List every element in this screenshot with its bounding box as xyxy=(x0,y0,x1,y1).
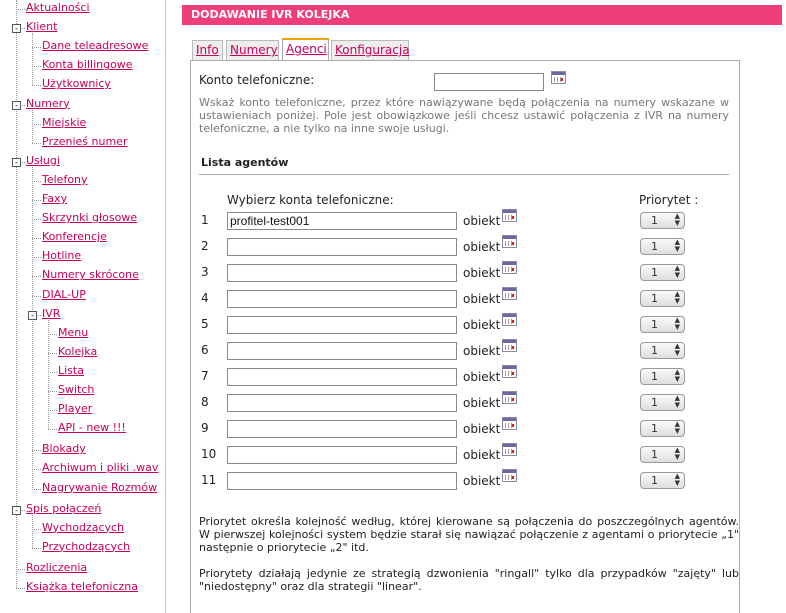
priority-select[interactable] xyxy=(640,316,685,333)
row-number: 5 xyxy=(201,317,209,331)
tree-guide-line xyxy=(32,515,33,548)
calendar-icon[interactable] xyxy=(502,209,517,222)
row-number: 11 xyxy=(201,473,217,487)
minus-icon[interactable]: - xyxy=(12,24,21,33)
tree-connector xyxy=(32,200,41,201)
priority-value: 1 xyxy=(651,266,658,279)
sidebar-item-label[interactable]: Faxy xyxy=(42,192,68,205)
sidebar-item[interactable] xyxy=(42,539,130,555)
up-down-arrows-icon: ▲ ▼ xyxy=(674,290,680,305)
calendar-icon[interactable] xyxy=(502,261,517,274)
priority-value: 1 xyxy=(651,214,658,227)
sidebar-item[interactable] xyxy=(42,520,124,536)
tree-connector xyxy=(32,257,41,258)
tree-connector xyxy=(16,9,25,10)
tree-connector xyxy=(32,143,41,144)
sidebar-item[interactable] xyxy=(58,382,94,398)
strategy-note: Priorytety działają jedynie ze strategią dzwonienia "ringall" tylko dla przypadków "zajęty" lub "niedostępny" oraz dla strategii "linear". xyxy=(199,567,739,593)
accounts-column-header: Wybierz konta telefoniczne: xyxy=(227,193,394,207)
object-label: obiekt xyxy=(463,292,501,306)
tree-connector xyxy=(32,276,41,277)
sidebar-item[interactable] xyxy=(42,191,67,207)
row-number: 7 xyxy=(201,369,209,383)
priority-select[interactable] xyxy=(640,238,685,255)
up-down-arrows-icon: ▲ ▼ xyxy=(674,394,680,409)
sidebar-item[interactable] xyxy=(26,19,57,35)
sidebar-item[interactable] xyxy=(42,460,158,476)
sidebar-item-label[interactable]: DIAL-UP xyxy=(42,287,86,301)
agent-account-input[interactable] xyxy=(227,368,457,386)
sidebar-item-label[interactable]: Konferencje xyxy=(42,230,107,244)
tree-connector xyxy=(32,450,41,451)
tree-guide-line xyxy=(32,167,33,489)
priority-value: 1 xyxy=(651,292,658,305)
up-down-arrows-icon: ▲ ▼ xyxy=(674,212,680,227)
up-down-arrows-icon: ▲ ▼ xyxy=(674,264,680,279)
priority-value: 1 xyxy=(651,448,658,461)
sidebar-item[interactable] xyxy=(58,344,97,360)
tree-connector xyxy=(32,181,41,182)
up-down-arrows-icon: ▲ ▼ xyxy=(674,472,680,487)
sidebar-item[interactable] xyxy=(42,57,133,73)
tab-agenci-label: Agenci xyxy=(286,42,327,56)
tab-numery-label: Numery xyxy=(230,43,278,57)
up-down-arrows-icon: ▲ ▼ xyxy=(674,446,680,461)
tab-konfiguracja-label: Konfiguracja xyxy=(335,43,410,57)
tree-connector xyxy=(32,66,41,67)
account-input[interactable] xyxy=(434,73,544,91)
agent-account-input[interactable] xyxy=(227,290,457,308)
account-help: Wskaż konto telefoniczne, przez które nawiązywane będą połączenia na numery wskazane w ustawieniach poniżej. Pole jest obowiązkowe jeśli chcesz ustawić połączenia z IVR na numery telefoniczne, a nie tylko na inne swoje usługi. xyxy=(199,96,729,135)
row-number: 1 xyxy=(201,213,209,227)
priority-select[interactable] xyxy=(640,212,685,229)
priority-value: 1 xyxy=(651,422,658,435)
sidebar-item-label[interactable]: Skrzynki głosowe xyxy=(42,211,138,225)
agent-account-input[interactable] xyxy=(227,238,457,256)
agent-account-input[interactable] xyxy=(227,316,457,334)
calendar-icon[interactable] xyxy=(502,235,517,248)
sidebar-item[interactable] xyxy=(42,38,148,54)
object-label: obiekt xyxy=(463,396,501,410)
sidebar-item[interactable] xyxy=(26,579,138,595)
sidebar-item-label[interactable]: API - new !!! xyxy=(58,421,126,435)
sidebar-item[interactable] xyxy=(58,363,84,379)
row-number: 9 xyxy=(201,421,209,435)
calendar-icon[interactable] xyxy=(502,469,517,482)
tree-connector xyxy=(32,238,41,239)
sidebar-item[interactable] xyxy=(42,441,86,457)
account-label: Konto telefoniczne: xyxy=(199,73,315,87)
sidebar-item[interactable] xyxy=(42,306,60,322)
sidebar-item[interactable] xyxy=(26,153,60,169)
priority-value: 1 xyxy=(651,474,658,487)
tree-connector xyxy=(48,429,57,430)
agent-account-input[interactable] xyxy=(227,420,457,438)
row-number: 6 xyxy=(201,343,209,357)
row-number: 10 xyxy=(201,447,217,461)
sidebar-item-label[interactable]: Rozliczenia xyxy=(26,560,88,574)
calendar-icon[interactable] xyxy=(502,287,517,300)
object-label: obiekt xyxy=(463,266,501,280)
tree-connector xyxy=(48,353,57,354)
sidebar-item-label[interactable]: Wychodzących xyxy=(42,520,125,534)
tree-connector xyxy=(32,219,41,220)
sidebar-item[interactable] xyxy=(58,325,88,341)
row-number: 3 xyxy=(201,265,209,279)
object-label: obiekt xyxy=(463,318,501,332)
tree-connector xyxy=(32,124,41,125)
tree-connector xyxy=(32,85,41,86)
sidebar-item-label[interactable]: Przychodzących xyxy=(42,539,131,553)
tab-numery[interactable] xyxy=(226,40,279,60)
tree-connector xyxy=(48,410,57,411)
tree-connector xyxy=(32,296,41,297)
sidebar-item[interactable] xyxy=(26,0,90,16)
sidebar-item-label[interactable]: Usługi xyxy=(26,153,60,167)
sidebar-item[interactable] xyxy=(58,401,92,417)
tree-connector xyxy=(32,47,41,48)
sidebar-item-label[interactable]: Klient xyxy=(26,20,58,34)
priority-select[interactable] xyxy=(640,264,685,281)
calendar-icon[interactable] xyxy=(551,71,566,84)
calendar-icon[interactable] xyxy=(502,417,517,430)
sidebar-item[interactable] xyxy=(42,267,139,283)
sidebar-item-label[interactable]: Archiwum i pliki .wav xyxy=(42,461,159,475)
tree-connector xyxy=(32,469,41,470)
sidebar-item-label[interactable]: Hotline xyxy=(42,249,82,263)
agent-account-input[interactable] xyxy=(227,472,457,490)
priority-value: 1 xyxy=(651,396,658,409)
sidebar-nav xyxy=(0,0,166,613)
row-number: 2 xyxy=(201,239,209,253)
agent-account-input[interactable] xyxy=(227,394,457,412)
priority-select[interactable] xyxy=(640,472,685,489)
priority-value: 1 xyxy=(651,344,658,357)
sidebar-item-label[interactable]: Telefony xyxy=(42,172,88,186)
section-divider xyxy=(199,174,729,175)
up-down-arrows-icon: ▲ ▼ xyxy=(674,420,680,435)
agent-account-input[interactable] xyxy=(227,342,457,360)
sidebar-item-label[interactable]: Kolejka xyxy=(58,344,98,358)
priority-value: 1 xyxy=(651,240,658,253)
sidebar-item-label[interactable]: IVR xyxy=(42,306,61,320)
calendar-icon[interactable] xyxy=(502,313,517,326)
agent-account-input[interactable] xyxy=(227,264,457,282)
sidebar-item-label[interactable]: Nagrywanie Rozmów xyxy=(42,480,158,494)
sidebar-item[interactable] xyxy=(42,210,137,226)
object-label: obiekt xyxy=(463,474,501,488)
sidebar-item-label[interactable]: Blokady xyxy=(42,442,86,456)
sidebar-item-label[interactable]: Lista xyxy=(58,363,84,377)
calendar-icon[interactable] xyxy=(502,365,517,378)
tree-connector xyxy=(48,391,57,392)
tab-info-label: Info xyxy=(196,43,219,57)
sidebar-item-label[interactable]: Numery skrócone xyxy=(42,268,139,282)
minus-icon[interactable]: - xyxy=(12,506,21,515)
tree-connector xyxy=(32,548,41,549)
sidebar-item-label[interactable]: Miejskie xyxy=(42,115,87,129)
priority-select[interactable] xyxy=(640,368,685,385)
priority-select[interactable] xyxy=(640,420,685,437)
up-down-arrows-icon: ▲ ▼ xyxy=(674,368,680,383)
minus-icon[interactable]: - xyxy=(12,101,21,110)
calendar-icon[interactable] xyxy=(502,391,517,404)
priority-select[interactable] xyxy=(640,446,685,463)
tree-guide-line xyxy=(48,320,49,430)
object-label: obiekt xyxy=(463,422,501,436)
tree-connector xyxy=(32,489,41,490)
sidebar-item[interactable] xyxy=(42,115,86,131)
sidebar-item[interactable] xyxy=(26,560,87,576)
sidebar-item-label[interactable]: Menu xyxy=(58,325,89,339)
sidebar-item[interactable] xyxy=(42,287,86,303)
agent-account-input[interactable]: profitel-test001 xyxy=(227,212,457,230)
tree-guide-line xyxy=(32,33,33,85)
object-label: obiekt xyxy=(463,448,501,462)
sidebar-item-label[interactable]: Player xyxy=(58,402,93,416)
sidebar-item-label[interactable]: Numery xyxy=(26,96,70,110)
sidebar-item[interactable] xyxy=(42,248,81,264)
priority-select[interactable] xyxy=(640,394,685,411)
up-down-arrows-icon: ▲ ▼ xyxy=(674,342,680,357)
priority-select[interactable] xyxy=(640,342,685,359)
minus-icon[interactable]: - xyxy=(12,158,21,167)
object-label: obiekt xyxy=(463,344,501,358)
tab-agenci[interactable] xyxy=(282,38,329,60)
tree-guide-line xyxy=(16,0,17,588)
sidebar-item-label[interactable]: Użytkownicy xyxy=(42,77,111,91)
sidebar-item[interactable] xyxy=(42,229,107,245)
tree-connector xyxy=(16,588,25,589)
sidebar-item-label[interactable]: Książka telefoniczna xyxy=(26,580,138,593)
sidebar-item-label[interactable]: Aktualności xyxy=(26,1,90,14)
sidebar-item-label[interactable]: Spis połączeń xyxy=(26,501,102,515)
priority-value: 1 xyxy=(651,318,658,331)
row-number: 4 xyxy=(201,291,209,305)
tree-connector xyxy=(48,334,57,335)
sidebar-item[interactable] xyxy=(42,134,127,150)
tree-connector xyxy=(48,372,57,373)
up-down-arrows-icon: ▲ ▼ xyxy=(674,238,680,253)
page-title: DODAWANIE IVR KOLEJKA xyxy=(182,5,782,25)
priority-column-header: Priorytet : xyxy=(639,193,699,207)
sidebar-item[interactable] xyxy=(42,480,157,496)
priority-value: 1 xyxy=(651,370,658,383)
sidebar-item-label[interactable]: Konta billingowe xyxy=(42,58,133,72)
sidebar-item[interactable] xyxy=(42,172,88,188)
tab-konfiguracja[interactable] xyxy=(331,40,409,60)
tree-guide-line xyxy=(32,110,33,143)
priority-note: Priorytet określa kolejność według, której kierowane są połączenia do poszczególnych agentów. W pierwszej kolejności system będzie starał się nawiązać połączenie z agentami o priorytecie „1" następnie o priorytecie „2" itd. xyxy=(199,515,739,554)
agents-panel xyxy=(190,60,740,613)
sidebar-item-label[interactable]: Dane teleadresowe xyxy=(42,39,149,53)
up-down-arrows-icon: ▲ ▼ xyxy=(674,316,680,331)
sidebar-item[interactable] xyxy=(42,76,111,92)
tree-connector xyxy=(16,569,25,570)
tab-info[interactable] xyxy=(192,40,223,60)
sidebar-item-label[interactable]: Switch xyxy=(58,383,95,396)
object-label: obiekt xyxy=(463,240,501,254)
sidebar-item[interactable] xyxy=(58,420,126,436)
calendar-icon[interactable] xyxy=(502,339,517,352)
sidebar-item-label[interactable]: Przenieś numer xyxy=(42,134,128,148)
sidebar-item[interactable] xyxy=(26,96,70,112)
agent-account-input[interactable] xyxy=(227,446,457,464)
calendar-icon[interactable] xyxy=(502,443,517,456)
sidebar-item[interactable] xyxy=(26,501,101,517)
row-number: 8 xyxy=(201,395,209,409)
priority-select[interactable] xyxy=(640,290,685,307)
object-label: obiekt xyxy=(463,370,501,384)
section-title: Lista agentów xyxy=(201,156,289,169)
object-label: obiekt xyxy=(463,214,501,228)
tree-connector xyxy=(32,529,41,530)
minus-icon[interactable]: - xyxy=(28,311,37,320)
